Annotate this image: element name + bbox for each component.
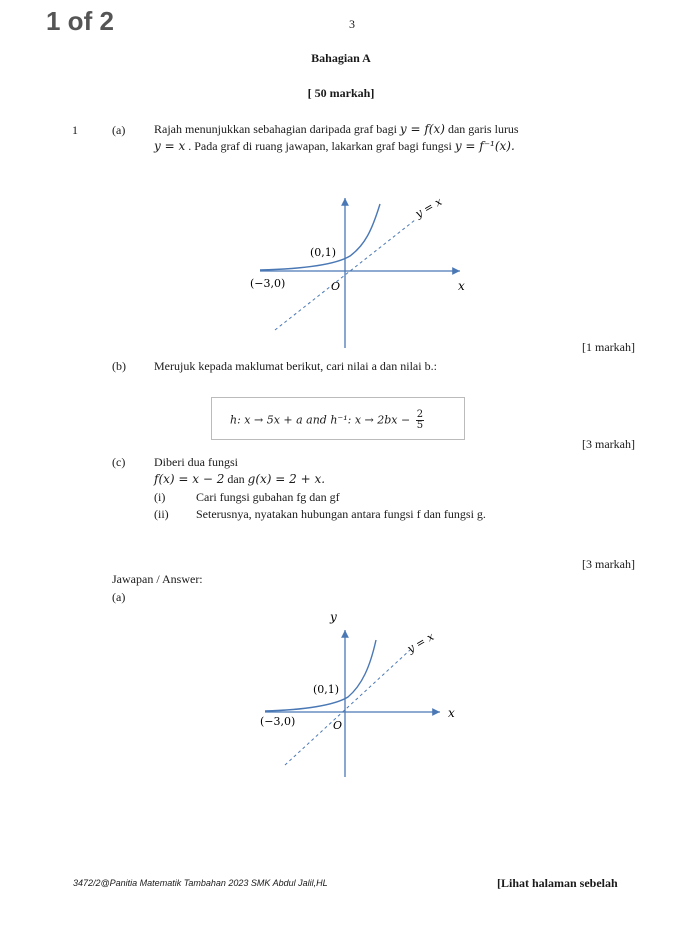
answer-graph-point-label: (0,1) xyxy=(313,683,340,696)
answer-graph xyxy=(250,605,470,785)
answer-graph-x-label: x xyxy=(448,706,455,720)
part-b-fraction-num: 2 xyxy=(416,409,424,420)
part-a-line1-math: y = f(x) xyxy=(399,122,445,136)
question-graph-intercept-label: (−3,0) xyxy=(250,277,286,290)
part-b-fraction-den: 5 xyxy=(416,420,424,431)
part-a-line1 xyxy=(154,122,519,137)
page-number: 3 xyxy=(349,17,355,31)
part-b-formula-main: h: x → 5x + a and h⁻¹: x → 2bx − xyxy=(230,413,414,427)
part-c-ii-text: Seterusnya, nyatakan hubungan antara fungsi f dan fungsi g. xyxy=(196,507,486,521)
answer-graph-y-label: y xyxy=(330,610,337,624)
part-c-func-f: f(x) = x − 2 xyxy=(154,472,225,486)
question-graph-x-label: x xyxy=(458,279,465,293)
part-a-line2-mid: . Pada graf di ruang jawapan, lakarkan graf bagi fungsi xyxy=(185,139,455,153)
question-graph-origin-label: O xyxy=(331,280,341,293)
part-a-label: (a) xyxy=(112,123,126,137)
question-graph-point-label: (0,1) xyxy=(310,246,337,259)
footer-left: 3472/2@Panitia Matematik Tambahan 2023 SMK Abdul Jalil,HL xyxy=(73,878,328,888)
part-b-label: (b) xyxy=(112,359,126,373)
section-marks: [ 50 markah] xyxy=(307,86,375,100)
section-title: Bahagian A xyxy=(311,51,371,65)
part-b-text: Merujuk kepada maklumat berikut, cari nilai a dan nilai b.: xyxy=(154,359,437,373)
answer-graph-line-y-equals-x xyxy=(285,650,410,765)
part-b-fraction xyxy=(416,410,424,431)
question-graph xyxy=(240,190,465,350)
part-a-line2-math2: y = f⁻¹(x). xyxy=(454,139,515,153)
part-b-formula xyxy=(230,410,424,431)
question-graph-line-label: y = x xyxy=(413,195,445,221)
part-b-marks: [3 markah] xyxy=(582,437,635,451)
part-c-i-text: Cari fungsi gubahan fg dan gf xyxy=(196,490,340,504)
part-c-label: (c) xyxy=(112,455,126,469)
part-a-line1-pre: Rajah menunjukkan sebahagian daripada graf bagi xyxy=(154,122,400,136)
part-a-line2 xyxy=(154,139,515,154)
part-c-functions xyxy=(154,472,325,487)
part-c-func-dan: dan xyxy=(224,472,248,486)
part-a-line1-post: dan garis lurus xyxy=(444,122,519,136)
answer-graph-line-label: y = x xyxy=(405,630,437,656)
page-indicator: 1 of 2 xyxy=(46,6,114,36)
part-a-line2-math: y = x xyxy=(154,139,186,153)
footer-right: [Lihat halaman sebelah xyxy=(497,876,618,890)
part-b-formula-box xyxy=(211,397,465,440)
answer-graph-curve xyxy=(265,640,376,711)
part-c-marks: [3 markah] xyxy=(582,557,635,571)
answer-graph-intercept-label: (−3,0) xyxy=(260,715,296,728)
answer-part-label: (a) xyxy=(112,590,126,604)
part-c-ii-label: (ii) xyxy=(154,507,169,521)
part-c-func-g: g(x) = 2 + x. xyxy=(247,472,326,486)
answer-label: Jawapan / Answer: xyxy=(112,572,203,586)
part-a-marks: [1 markah] xyxy=(582,340,635,354)
question-number: 1 xyxy=(72,123,78,137)
part-c-intro: Diberi dua fungsi xyxy=(154,455,238,469)
question-graph-curve xyxy=(260,204,380,270)
answer-graph-origin-label: O xyxy=(333,719,343,732)
part-c-i-label: (i) xyxy=(154,490,166,504)
